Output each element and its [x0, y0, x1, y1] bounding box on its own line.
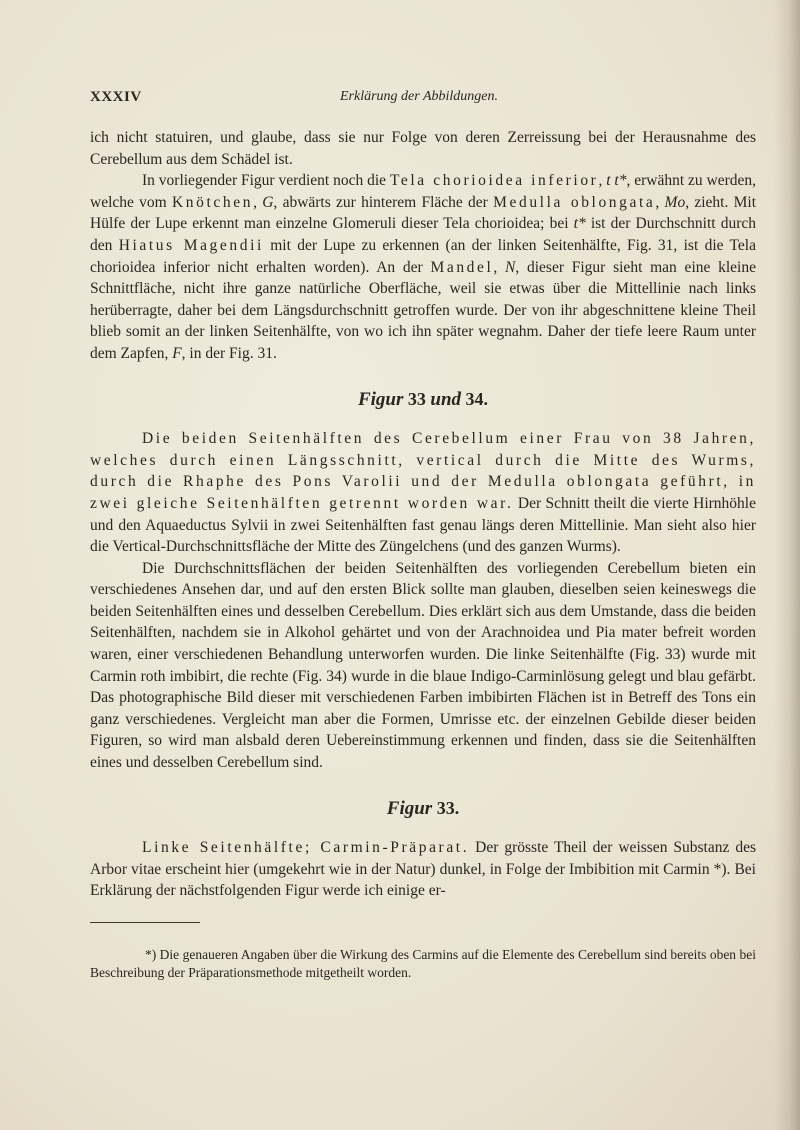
heading-und-word: und — [430, 388, 462, 410]
page-edge-shadow — [774, 0, 800, 1130]
text-run: , dieser Figur sieht man eine kleine Schnittfläche, nicht ihre ganze natürliche Oberfläche, weil sie etwas über die Mittellinie nach links herüberragte, daher bei dem Längsdurchschnitt getroffen wurde. Der von ihr abgeschnittene kleine Theil blieb somit an der linken Seitenhälfte, von wo ich ihn später wegnahm. Daher der tiefe leere Raum unter dem Zapfen, — [90, 258, 756, 362]
text-run: Der Schnitt theilt die vierte Hirnhöhle und den Aquaeductus Sylvii in zwei Seitenhälften fast genau längs deren Mittellinie. Man sieht also hier die Vertical-Durchschnittsfläche der Mitte des Züngelchens (und des ganzen Wurms). — [90, 494, 756, 556]
label-g: G — [262, 193, 274, 211]
body-text — [90, 127, 756, 902]
term-knoetchen: Knötchen — [172, 193, 254, 211]
heading-number: 33. — [432, 797, 460, 818]
text-run: , — [655, 193, 665, 211]
paragraph-durchschnittsflaechen: Die Durchschnittsflächen der beiden Seitenhälften des vorliegenden Cerebellum bieten ein verschiedenes Ansehen dar, und auf den ersten Blick sollte man glauben, dieselben seien keineswegs die beiden Seitenhälften eines und desselben Cerebellum. Dies erklärt sich aus dem Umstande, dass die beiden Seitenhälften, nachdem sie in Alkohol gehärtet und von der Arachnoidea und Pia mater befreit worden waren, einer verschiedenen Behandlung unterworfen wurden. Die linke Seitenhälfte (Fig. 33) wurde mit Carmin roth imbibirt, die rechte (Fig. 34) wurde in die blaue Indigo-Carminlösung gelegt und blau gefärbt. Das photographische Bild dieser mit verschiedenen Farben imbibirten Flächen ist in Betreff des Tons ein ganz verschiedenes. Vergleicht man aber die Formen, Umrisse etc. der einzelnen Gebilde dieser beiden Figuren, so wird man alsbald deren Uebereinstimmung erkennen und finden, dass sie die Seitenhälften eines und desselben Cerebellum sind. — [90, 559, 756, 772]
heading-number: 33 — [403, 388, 431, 409]
text-run: ist der Durchschnitt durch den — [90, 215, 756, 254]
paragraph-figur-33 — [90, 837, 756, 902]
term-tela-chorioidea: Tela chorioidea inferior — [389, 172, 599, 190]
footnote: *) Die genaueren Angaben über die Wirkung des Carmins auf die Elemente des Cerebellum sind bereits oben bei Beschreibung der Präparationsmethode mitgetheilt worden. — [90, 946, 756, 980]
heading-figur-word: Figur — [357, 388, 404, 410]
label-t: t t* — [606, 172, 627, 190]
text-run: , — [253, 193, 263, 211]
term-mandel: Mandel — [430, 258, 494, 276]
paragraph-continuation: ich nicht statuiren, und glaube, dass sie nur Folge von deren Zerreissung bei der Herausnahme des Cerebellum aus dem Schädel ist. — [90, 129, 756, 168]
label-mo: Mo — [664, 193, 686, 211]
paragraph-tela-chorioidea — [90, 170, 756, 364]
text-run: mit der Lupe zu erkennen (an der linken Seitenhälfte, Fig. 31, ist die Tela chorioidea inferior nicht erhalten worden). An der — [90, 236, 756, 276]
footnote-rule — [90, 922, 200, 923]
term-medulla-oblongata: Medulla oblongata — [493, 193, 656, 211]
text-run: , erwähnt zu werden, welche vom — [90, 172, 756, 211]
running-head — [90, 89, 756, 109]
text-run: , in der Fig. 31. — [181, 344, 277, 362]
text-run: , zieht. Mit Hülfe der Lupe erkennt man einzelne Glomeruli dieser Tela chorioidea; bei — [90, 193, 757, 233]
text-run: Der grösste Theil der weissen Substanz des Arbor vitae erscheint hier (umgekehrt wie in der Natur) dunkel, in Folge der Imbibition mit Carmin *). Bei Erklärung der nächstfolgenden Figur werde ich einige er- — [90, 839, 756, 900]
running-title: Erklärung der Abbildungen. — [340, 89, 499, 104]
label-t-star: t* — [573, 215, 586, 233]
text-run: , abwärts zur hinterem Fläche der — [273, 193, 494, 211]
label-f: F — [172, 344, 182, 362]
spaced-caption: Linke Seitenhälfte; Carmin-Präparat. — [142, 839, 470, 857]
heading-figur-33 — [90, 798, 756, 820]
heading-figur-word: Figur — [386, 797, 433, 819]
page-number: XXXIV — [90, 89, 142, 105]
text-run: In vorliegender Figur verdient noch die — [142, 172, 390, 190]
heading-number: 34. — [461, 388, 489, 409]
term-hiatus-magendii: Hiatus Magendii — [118, 236, 264, 254]
spaced-caption: Die beiden Seitenhälften des Cerebellum einer Frau von 38 Jahren, welches durch einen Längsschnitt, vertical durch die Mitte des Wurms, durch die Rhaphe des Pons Varolii und der Medulla oblongata geführt, in zwei gleiche Seitenhälften getrennt worden war. — [90, 430, 756, 512]
text-run: , — [493, 258, 506, 276]
paragraph-figur-33-34-intro — [90, 428, 756, 558]
text-run: , — [598, 172, 607, 190]
heading-figur-33-34 — [90, 389, 756, 411]
label-n: N — [505, 258, 516, 276]
